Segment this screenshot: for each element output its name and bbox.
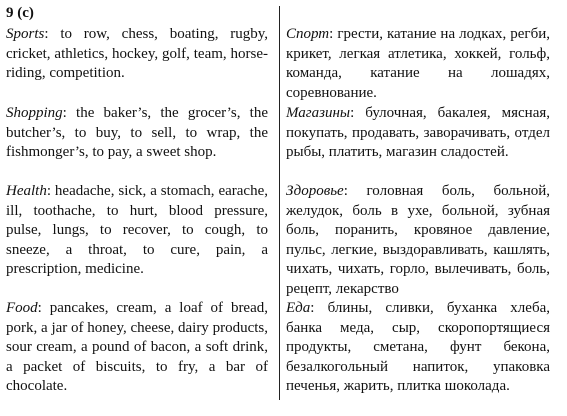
sports-ru-text: грести, катание на лодках, регби, крикет, легкая атлетика, хоккей, гольф, команда, катание на лошадях, соревнование. <box>286 26 550 101</box>
shopping-en-paragraph: Shopping: the baker’s, the grocer’s, the butcher’s, to buy, to sell, to wrap, the fishmonger’s, to pay, a sweet shop. <box>6 105 268 160</box>
sports-ru-paragraph: Спорт: грести, катание на лодках, регби, крикет, легкая атлетика, хоккей, гольф, команда, катание на лошадях, соревнование. <box>286 26 550 101</box>
column-divider <box>279 6 280 400</box>
sports-ru-term: Спорт <box>286 26 330 42</box>
health-en-term: Health <box>6 183 47 199</box>
health-ru-term: Здоровье <box>286 183 344 199</box>
shopping-en-text: the baker’s, the grocer’s, the butcher’s, to buy, to sell, to wrap, the fishmonger’s, to pay, a sweet shop. <box>6 105 268 160</box>
exercise-number: 9 <box>6 5 14 21</box>
food-en-term: Food <box>6 300 38 316</box>
food-ru-text: блины, сливки, буханка хлеба, банка меда, сыр, скоропортящиеся продукты, сметана, фунт бекона, безалкогольный напиток, упаковка печенья, жарить, плитка шоколада. <box>286 300 550 394</box>
shopping-en-term: Shopping <box>6 105 63 121</box>
health-en-text: headache, sick, a stomach, earache, ill, toothache, to hurt, blood pressure, pulse, lungs, to recover, to cough, to sneeze, a throat, to cure, pain, a prescription, medicine. <box>6 183 268 277</box>
sports-en-text: to row, chess, boating, rugby, cricket, athletics, hockey, golf, team, horse-riding, competition. <box>6 26 268 81</box>
food-ru-paragraph: Еда: блины, сливки, буханка хлеба, банка меда, сыр, скоропортящиеся продукты, сметана, фунт бекона, безалкогольный напиток, упаковка печенья, жарить, плитка шоколада. <box>286 300 550 394</box>
food-en-paragraph: Food: pancakes, cream, a loaf of bread, pork, a jar of honey, cheese, dairy products, sour cream, a pound of bacon, a soft drink, a packet of biscuits, to fry, a bar of chocolate. <box>6 300 268 394</box>
exercise-heading <box>6 4 34 22</box>
health-ru-text: головная боль, больной, желудок, боль в ухе, больной, зубная боль, поранить, кровяное давление, пульс, легкие, выздоравливать, кашлять, чихать, чихать, горло, вылечивать, боль, рецепт, лекарство <box>286 183 551 297</box>
exercise-part: (c) <box>17 5 34 21</box>
food-ru-term: Еда <box>286 300 311 316</box>
shopping-ru-term: Магазины <box>286 105 351 121</box>
health-ru-paragraph: Здоровье: головная боль, больной, желудок, боль в ухе, больной, зубная боль, поранить, кровяное давление, пульс, легкие, выздоравливать, кашлять, чихать, чихать, горло, вылечивать, боль, рецепт, лекарство <box>286 183 551 297</box>
sports-en-term: Sports <box>6 26 45 42</box>
shopping-ru-text: булочная, бакалея, мясная, покупать, продавать, заворачивать, отдел рыбы, платить, магазин сладостей. <box>286 105 550 160</box>
food-en-text: pancakes, cream, a loaf of bread, pork, a jar of honey, cheese, dairy products, sour cream, a pound of bacon, a soft drink, a packet of biscuits, to fry, a bar of chocolate. <box>6 300 268 394</box>
health-en-paragraph: Health: headache, sick, a stomach, earache, ill, toothache, to hurt, blood pressure, pulse, lungs, to recover, to cough, to sneeze, a throat, to cure, pain, a prescription, medicine. <box>6 183 268 277</box>
shopping-ru-paragraph: Магазины: булочная, бакалея, мясная, покупать, продавать, заворачивать, отдел рыбы, платить, магазин сладостей. <box>286 105 550 160</box>
sports-en-paragraph: Sports: to row, chess, boating, rugby, cricket, athletics, hockey, golf, team, horse-riding, competition. <box>6 26 268 81</box>
